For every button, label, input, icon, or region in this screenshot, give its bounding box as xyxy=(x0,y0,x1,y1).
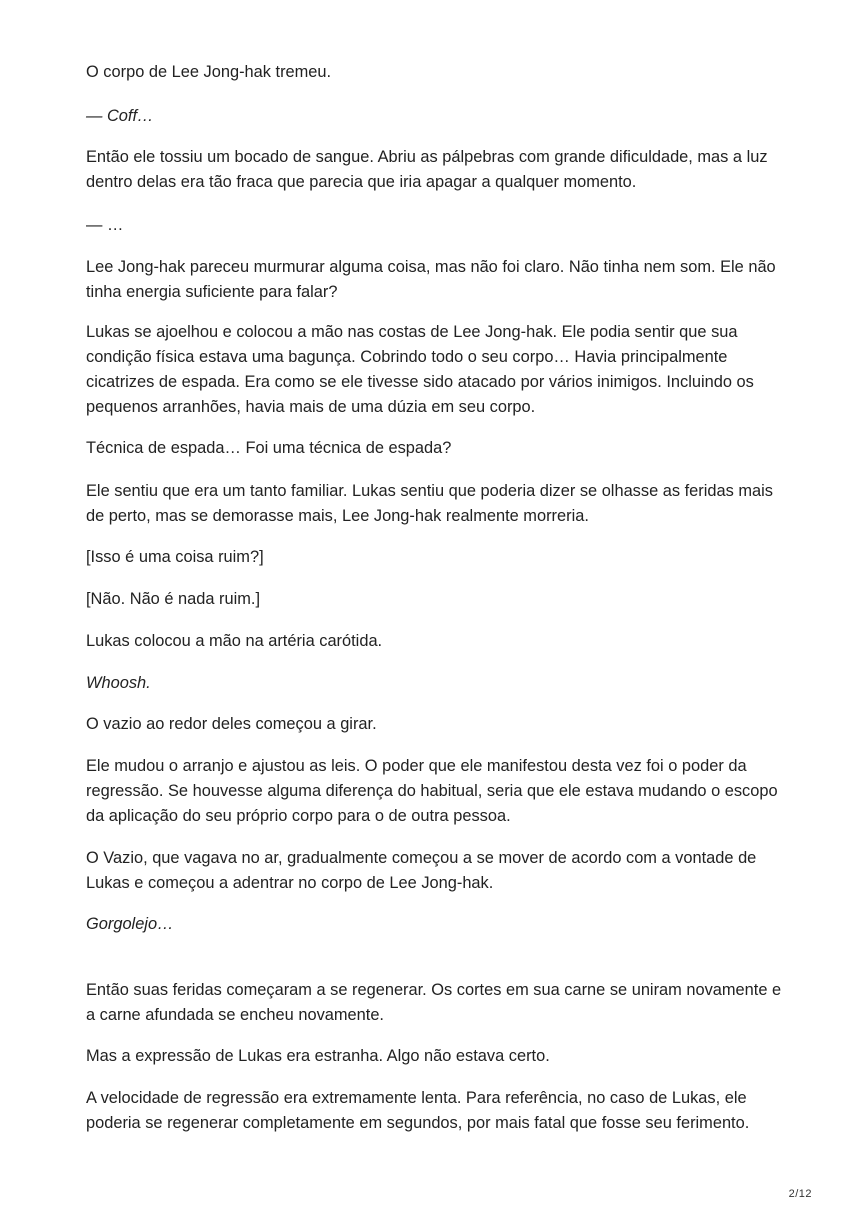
page-number: 2/12 xyxy=(788,1188,812,1200)
paragraph: Técnica de espada… Foi uma técnica de espada? xyxy=(86,439,452,457)
paragraph: Gorgolejo… xyxy=(86,915,174,933)
paragraph: [Isso é uma coisa ruim?] xyxy=(86,548,264,566)
paragraph: Ele mudou o arranjo e ajustou as leis. O poder que ele manifestou desta vez foi o poder da regressão. Se houvesse alguma diferença do habitual, seria que ele estava mudando o escopo da aplicação do seu próprio corpo para o de outra pessoa. xyxy=(86,757,778,825)
paragraph: Whoosh. xyxy=(86,674,151,692)
paragraph: A velocidade de regressão era extremamente lenta. Para referência, no caso de Lukas, ele poderia se regenerar completamente em segundos, por mais fatal que fosse seu ferimento. xyxy=(86,1089,750,1132)
paragraph: Ele sentiu que era um tanto familiar. Lukas sentiu que poderia dizer se olhasse as feridas mais de perto, mas se demorasse mais, Lee Jong-hak realmente morreria. xyxy=(86,482,773,525)
paragraph: Lee Jong-hak pareceu murmurar alguma coisa, mas não foi claro. Não tinha nem som. Ele não tinha energia suficiente para falar? xyxy=(86,258,776,301)
paragraph: Então ele tossiu um bocado de sangue. Abriu as pálpebras com grande dificuldade, mas a luz dentro delas era tão fraca que parecia que iria apagar a qualquer momento. xyxy=(86,148,768,191)
paragraph: Mas a expressão de Lukas era estranha. Algo não estava certo. xyxy=(86,1047,550,1065)
paragraph: O vazio ao redor deles começou a girar. xyxy=(86,715,377,733)
paragraph: O Vazio, que vagava no ar, gradualmente começou a se mover de acordo com a vontade de Lukas e começou a adentrar no corpo de Lee Jong-hak. xyxy=(86,849,757,892)
paragraph: — Coff… xyxy=(86,107,154,125)
paragraph: Lukas colocou a mão na artéria carótida. xyxy=(86,632,383,650)
paragraph: Então suas feridas começaram a se regenerar. Os cortes em sua carne se uniram novamente e a carne afundada se encheu novamente. xyxy=(86,981,782,1024)
paragraph: Lukas se ajoelhou e colocou a mão nas costas de Lee Jong-hak. Ele podia sentir que sua condição física estava uma bagunça. Cobrindo todo o seu corpo… Havia principalmente cicatrizes de espada. Era como se ele tivesse sido atacado por vários inimigos. Incluindo os pequenos arranhões, havia mais de uma dúzia em seu corpo. xyxy=(86,323,754,416)
paragraph: [Não. Não é nada ruim.] xyxy=(86,590,261,608)
paragraph: O corpo de Lee Jong-hak tremeu. xyxy=(86,63,332,81)
paragraph: — … xyxy=(86,216,124,234)
